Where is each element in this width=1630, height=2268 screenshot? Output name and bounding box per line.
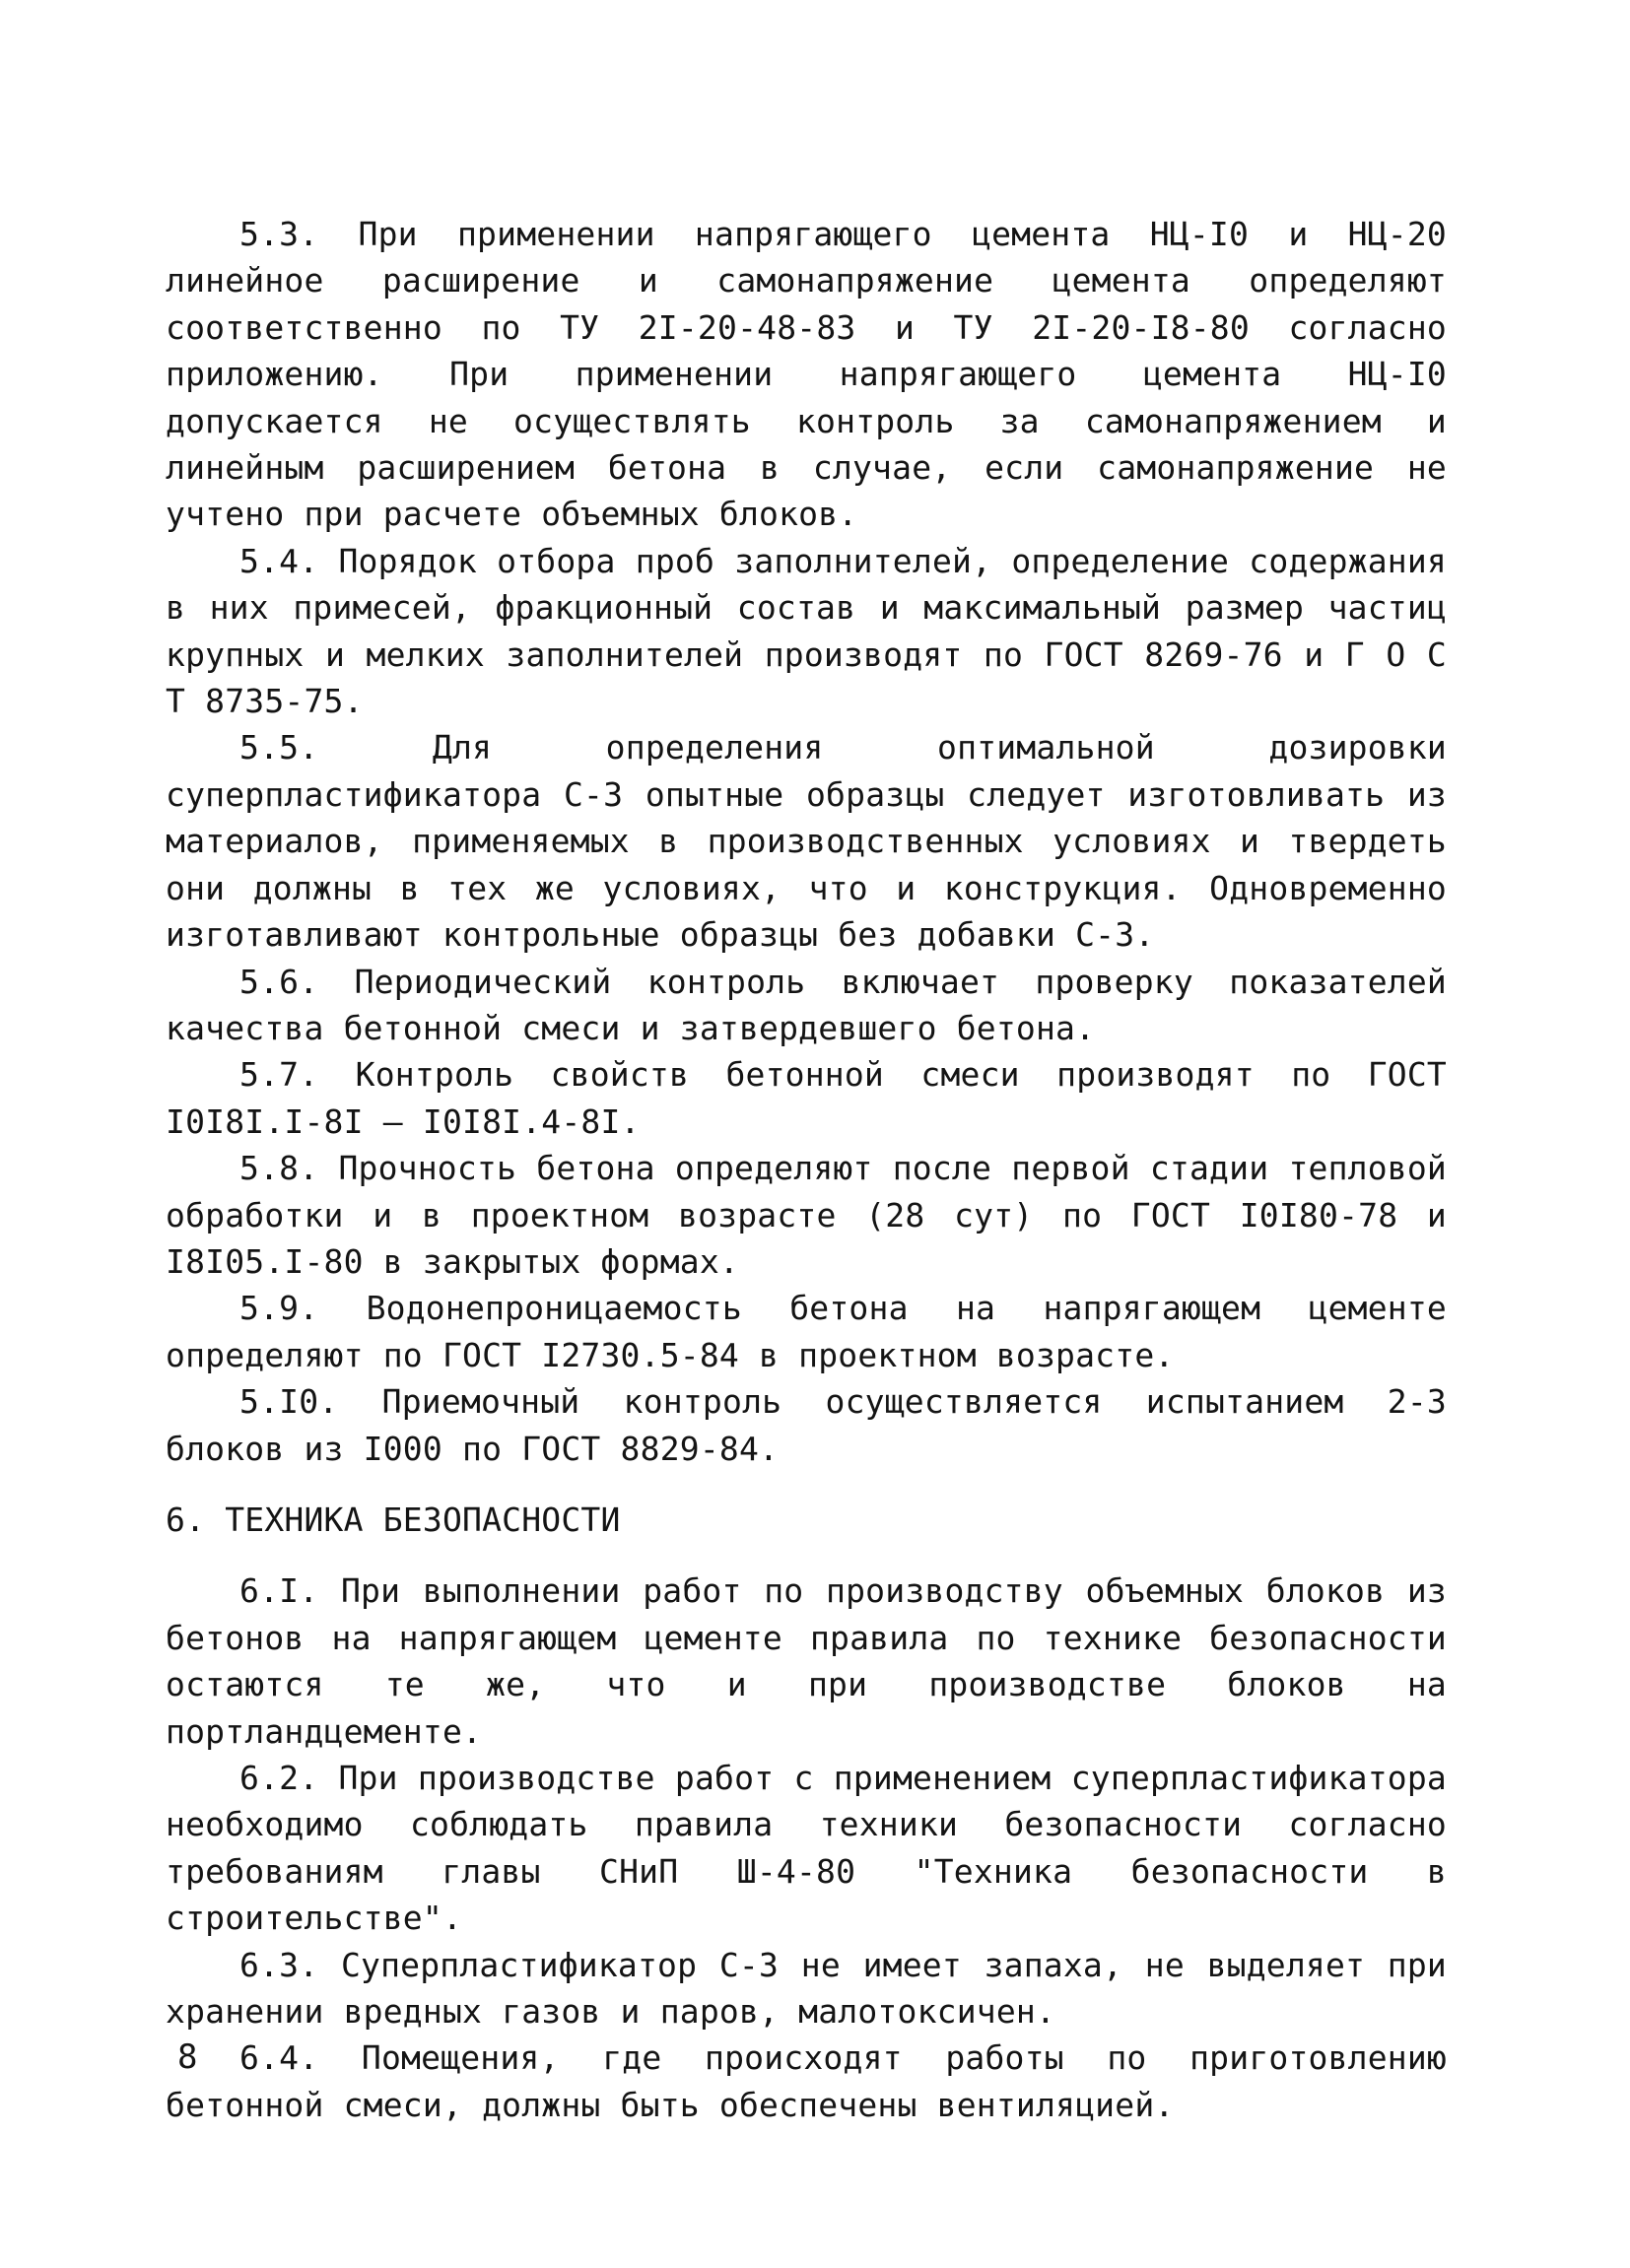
paragraph-5-9: 5.9. Водонепроницаемость бетона на напрягающем цементе определяют по ГОСТ I2730.5-84 в проектном возрасте.: [166, 1289, 1447, 1374]
paragraph-6-1: 6.I. При выполнении работ по производству объемных блоков из бетонов на напрягающем цементе правила по технике безопасности остаются те же, что и при производстве блоков на портландцементе.: [166, 1571, 1447, 1751]
body-text: [166, 211, 1447, 2128]
paragraph-6-4: 6.4. Помещения, где происходят работы по приготовлению бетонной смеси, должны быть обеспечены вентиляцией.: [166, 2038, 1447, 2124]
paragraph-5-3: 5.3. При применении напрягающего цемента НЦ-I0 и НЦ-20 линейное расширение и самонапряжение цемента определяют соответственно по ТУ 2I-20-48-83 и ТУ 2I-20-I8-80 согласно приложению. При применении напрягающего цемента НЦ-I0 допускается не осуществлять контроль за самонапряжением и линейным расширением бетона в случае, если самонапряжение не учтено при расчете объемных блоков.: [166, 215, 1447, 534]
page-number: 8: [177, 2037, 198, 2077]
paragraph-6-2: 6.2. При производстве работ с применением суперпластификатора необходимо соблюдать правила техники безопасности согласно требованиям главы СНиП Ш-4-80 "Техника безопасности в строительстве".: [166, 1759, 1447, 1938]
paragraph-5-10: 5.I0. Приемочный контроль осуществляется испытанием 2-3 блоков из I000 по ГОСТ 8829-84.: [166, 1382, 1447, 1468]
section-heading: 6. ТЕХНИКА БЕЗОПАСНОСТИ: [166, 1500, 621, 1539]
paragraph-6-3: 6.3. Суперпластификатор С-3 не имеет запаха, не выделяет при хранении вредных газов и паров, малотоксичен.: [166, 1945, 1447, 2032]
paragraph-5-6: 5.6. Периодический контроль включает проверку показателей качества бетонной смеси и затвердевшего бетона.: [166, 962, 1447, 1047]
paragraph-5-8: 5.8. Прочность бетона определяют после первой стадии тепловой обработки и в проектном возрасте (28 сут) по ГОСТ I0I80-78 и I8I05.I-80 в закрытых формах.: [166, 1149, 1447, 1281]
paragraph-5-5: 5.5. Для определения оптимальной дозировки суперпластификатора С-3 опытные образцы следует изготовливать из материалов, применяемых в производственных условиях и твердеть они должны в тех же условиях, что и конструкция. Одновременно изготавливают контрольные образцы без добавки С-3.: [166, 728, 1447, 955]
paragraph-5-7: 5.7. Контроль свойств бетонной смеси производят по ГОСТ I0I8I.I-8I — I0I8I.4-8I.: [166, 1055, 1447, 1141]
paragraph-5-4: 5.4. Порядок отбора проб заполнителей, определение содержания в них примесей, фракционный состав и максимальный размер частиц крупных и мелких заполнителей производят по ГОСТ 8269-76 и Г О С Т 8735-75.: [166, 541, 1447, 721]
